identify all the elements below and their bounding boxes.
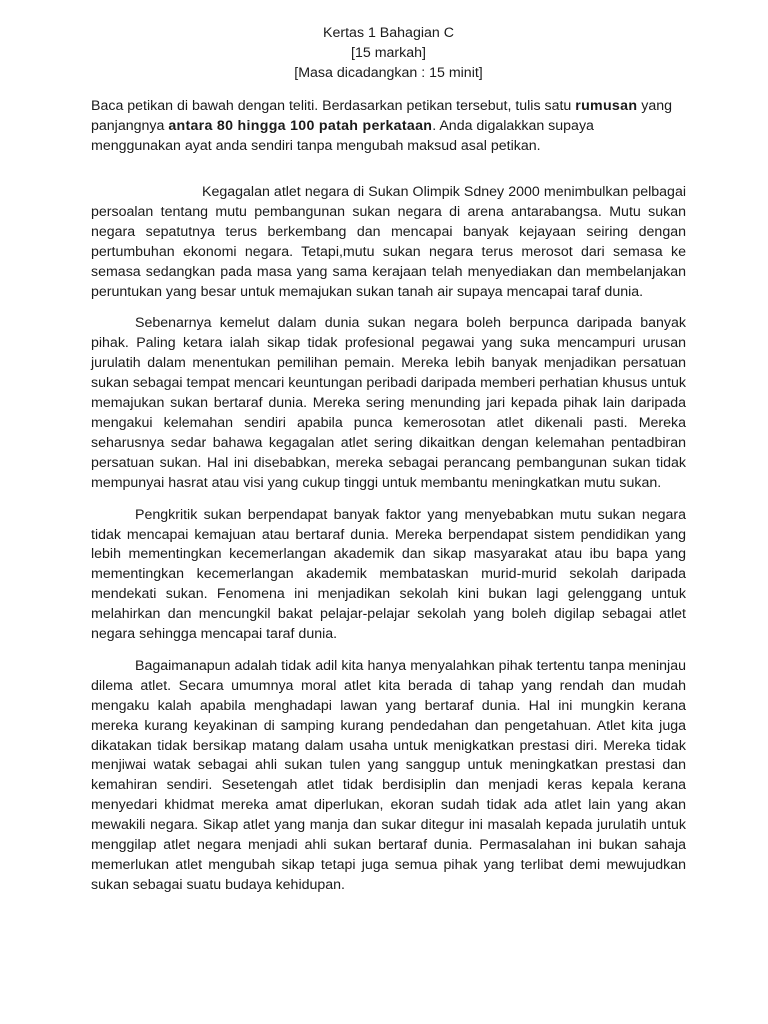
instruction-bold-summary: rumusan (575, 98, 638, 114)
passage-paragraph-4: Bagaimanapun adalah tidak adil kita hanya menyalahkan pihak tertentu tanpa meninjau dilema atlet. Secara umumnya moral atlet kita berada di tahap yang rendah dan mudah mengaku kalah apabila menghadapi lawan yang bertaraf dunia. Hal ini mungkin kerana mereka kurang keyakinan di samping kurang pendedahan dan pengetahuan. Atlet kita juga dikatakan tidak bersikap matang dalam usaha untuk menigkatkan prestasi diri. Mereka tidak menjiwai watak sebagai ahli sukan tulen yang sanggup untuk meningkatkan prestasi dan kemahiran sendiri. Sesetengah atlet tidak berdisiplin dan menjadi keras kepala kerana menyedari khidmat mereka amat diperlukan, ekoran sudah tidak ada atlet lain yang akan mewakili negara. Sikap atlet yang manja dan sukar ditegur ini masalah kepada jurulatih untuk menggilap atlet negara menjadi ahli sukan bertaraf dunia. Permasalahan ini bukan sahaja memerlukan atlet mengubah sikap tetapi juga semua pihak yang terlibat demi mewujudkan sukan sebagai suatu budaya kehidupan. (91, 657, 686, 893)
instruction-part-3: . Anda digalakkan supaya menggunakan ayat anda sendiri tanpa mengubah maksud asal petikan. (91, 118, 594, 154)
marks-label: [15 markah] (351, 45, 426, 61)
instruction-part-1: Baca petikan di bawah dengan teliti. Berdasarkan petikan tersebut, tulis satu (91, 98, 576, 114)
passage (91, 183, 686, 896)
instruction-bold-word-count: antara 80 hingga 100 patah perkataan (168, 118, 433, 134)
passage-paragraph-3: Pengkritik sukan berpendapat banyak faktor yang menyebabkan mutu sukan negara tidak mencapai kemajuan atau bertaraf dunia. Mereka berpendapat sistem pendidikan yang lebih mementingkan kecemerlangan akademik dan sikap masyarakat atau ibu bapa yang mementingkan kecemerlangan akademik membataskan murid-murid sekolah daripada mendekati sukan. Fenomena ini menjadikan sekolah kini bukan lagi gelenggang untuk melahirkan dan mencungkil bakat pelajar-pelajar sekolah yang boleh digilap sebagai atlet negara sehingga mencapai taraf dunia. (91, 506, 686, 643)
passage-paragraph-1: Kegagalan atlet negara di Sukan Olimpik Sdney 2000 menimbulkan pelbagai persoalan tentang mutu pembangunan sukan negara di arena antarabangsa. Mutu sukan negara sepatutnya terus berkembang dan mencapai banyak kejayaan seiring dengan pertumbuhan ekonomi negara. Tetapi,mutu sukan negara terus merosot dari semasa ke semasa sedangkan pada masa yang sama kerajaan telah menyediakan dan membelanjakan peruntukan yang besar untuk memajukan sukan tanah air supaya mencapai taraf dunia. (91, 184, 686, 300)
document-header (91, 23, 686, 83)
suggested-time-label: [Masa dicadangkan : 15 minit] (294, 65, 483, 81)
instruction-part-2: yang panjangnya (91, 98, 673, 134)
instruction-text (91, 96, 686, 156)
paper-title: Kertas 1 Bahagian C (323, 25, 454, 41)
passage-paragraph-2: Sebenarnya kemelut dalam dunia sukan negara boleh berpunca daripada banyak pihak. Paling ketara ialah sikap tidak profesional pegawai yang suka mencampuri urusan jurulatih dalam menentukan pemilihan pemain. Mereka lebih banyak menjadikan persatuan sukan sebagai tempat mencari keuntungan peribadi daripada memberi perhatian khusus untuk memajukan sukan bertaraf dunia. Mereka sering menunding jari kepada pihak lain daripada mengakui kelemahan sendiri apabila punca kemerosotan atlet dikenali pasti. Mereka seharusnya sedar bahawa kegagalan atlet sering dikaitkan dengan kelemahan pentadbiran persatuan sukan. Hal ini disebabkan, mereka sebagai perancang pembangunan sukan tidak mempunyai hasrat atau visi yang cukup tinggi untuk membantu meningkatkan mutu sukan. (91, 315, 686, 491)
document-page (91, 23, 686, 908)
